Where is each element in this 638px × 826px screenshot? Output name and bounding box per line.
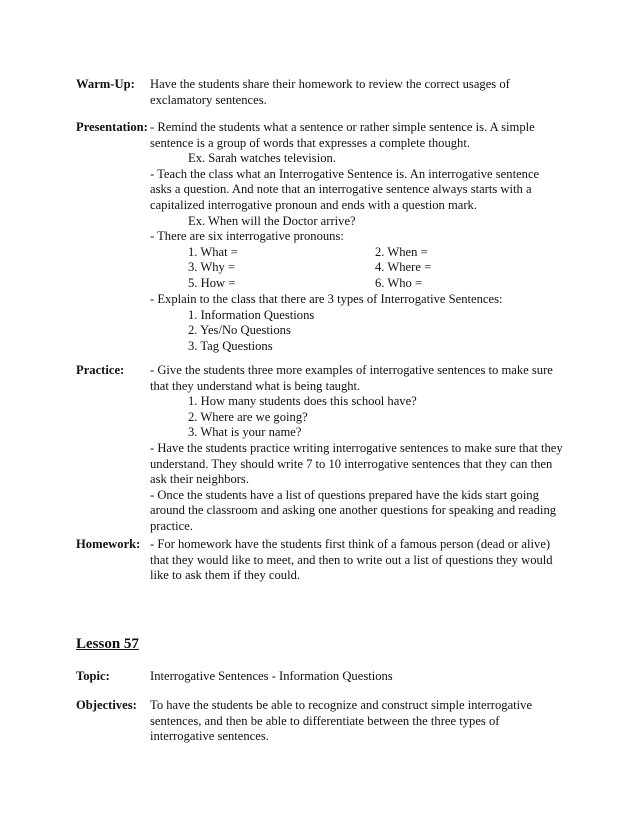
pronouns-intro: - There are six interrogative pronouns: xyxy=(150,229,344,244)
warmup-text xyxy=(150,77,510,108)
presentation-example: Ex. Sarah watches television. xyxy=(188,151,336,166)
practice-line: that they understand what is being taught. xyxy=(150,378,361,393)
objectives-label: Objectives: xyxy=(76,698,137,712)
practice-example: 1. How many students does this school have? xyxy=(188,394,417,409)
homework-line: that they would like to meet, and then to write out a list of questions they would xyxy=(150,552,553,567)
practice-line: ask their neighbors. xyxy=(150,472,249,487)
practice-line: practice. xyxy=(150,518,193,533)
pronoun-item: 5. How = xyxy=(188,275,236,290)
warmup-label: Warm-Up: xyxy=(76,77,135,91)
practice-line: understand. They should write 7 to 10 interrogative sentences that they can then xyxy=(150,456,553,471)
pronoun-row xyxy=(150,276,539,292)
warmup-line: exclamatory sentences. xyxy=(150,92,267,107)
practice-example: 3. What is your name? xyxy=(188,425,302,440)
presentation-line: - Teach the class what an Interrogative Sentence is. An interrogative sentence xyxy=(150,166,540,181)
type-item: 3. Tag Questions xyxy=(188,338,273,353)
types-intro: - Explain to the class that there are 3 types of Interrogative Sentences: xyxy=(150,292,503,306)
practice-line: around the classroom and asking one another questions for speaking and reading xyxy=(150,503,557,518)
lesson-title: Lesson 57 xyxy=(76,636,139,652)
pronoun-row xyxy=(150,260,539,276)
types-block xyxy=(150,292,503,354)
homework-line: - For homework have the students first think of a famous person (dead or alive) xyxy=(150,537,551,551)
topic-label: Topic: xyxy=(76,669,110,683)
presentation-line: asks a question. And note that an interrogative sentence always starts with a xyxy=(150,182,532,197)
practice-text xyxy=(150,363,563,535)
presentation-line: capitalized interrogative pronoun and ends with a question mark. xyxy=(150,197,477,212)
type-item: 2. Yes/No Questions xyxy=(188,323,291,338)
practice-example: 2. Where are we going? xyxy=(188,409,308,424)
pronoun-item: 4. Where = xyxy=(375,260,432,275)
practice-line: - Have the students practice writing interrogative sentences to make sure that they xyxy=(150,440,563,455)
topic-text: Interrogative Sentences - Information Questions xyxy=(150,669,393,683)
type-item: 1. Information Questions xyxy=(188,307,315,322)
pronoun-item: 6. Who = xyxy=(375,275,423,290)
presentation-text xyxy=(150,120,539,292)
presentation-label: Presentation: xyxy=(76,120,148,134)
objectives-line: sentences, and then be able to differentiate between the three types of xyxy=(150,713,500,728)
practice-line: - Once the students have a list of questions prepared have the kids start going xyxy=(150,487,539,502)
presentation-line: sentence is a group of words that expresses a complete thought. xyxy=(150,135,471,150)
homework-text xyxy=(150,537,553,584)
warmup-line: Have the students share their homework to review the correct usages of xyxy=(150,77,510,91)
presentation-line: - Remind the students what a sentence or rather simple sentence is. A simple xyxy=(150,120,535,134)
presentation-example: Ex. When will the Doctor arrive? xyxy=(188,213,356,228)
pronoun-row xyxy=(150,245,539,261)
pronoun-item: 2. When = xyxy=(375,244,428,259)
objectives-line: interrogative sentences. xyxy=(150,729,269,744)
pronoun-item: 3. Why = xyxy=(188,260,236,275)
practice-line: - Give the students three more examples of interrogative sentences to make sure xyxy=(150,363,553,377)
objectives-line: To have the students be able to recognize and construct simple interrogative xyxy=(150,698,533,712)
homework-line: like to ask them if they could. xyxy=(150,568,301,583)
pronoun-item: 1. What = xyxy=(188,244,238,259)
practice-label: Practice: xyxy=(76,363,125,377)
objectives-text xyxy=(150,698,532,745)
homework-label: Homework: xyxy=(76,537,141,551)
